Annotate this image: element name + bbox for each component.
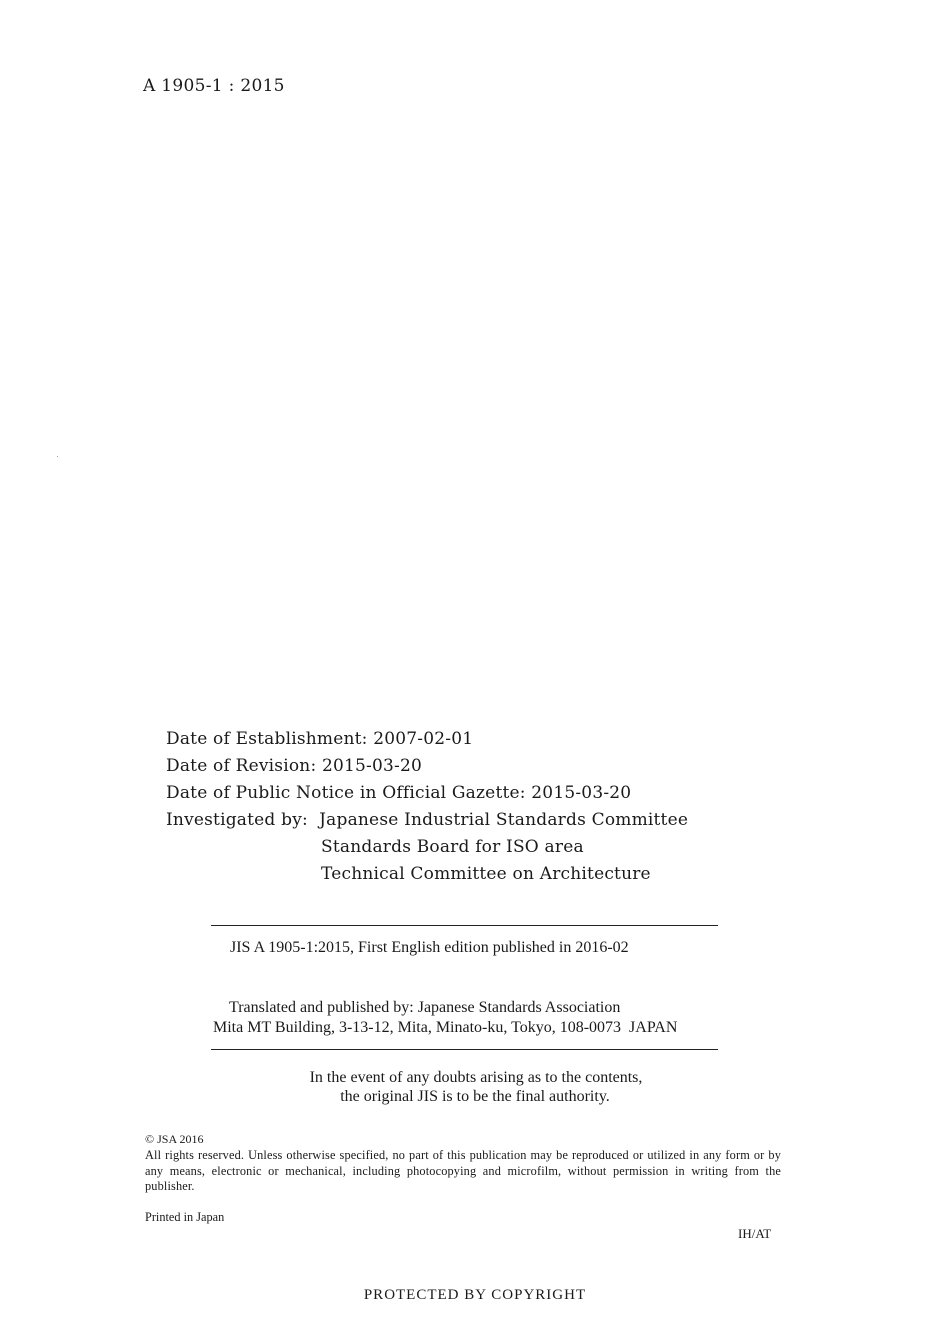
copyright-holder: © JSA 2016 xyxy=(145,1132,204,1146)
publisher-line: Translated and published by: Japanese Standards Association xyxy=(229,999,621,1016)
rights-statement: All rights reserved. Unless otherwise specified, no part of this publication may be reproduced or utilized in any form or by any means, electronic or mechanical, including photocopying and microfilm, without permission in writing from the publisher. xyxy=(145,1148,781,1193)
top-rule xyxy=(211,925,718,926)
technical-committee: Technical Committee on Architecture xyxy=(321,864,651,884)
translator-code: IH/AT xyxy=(738,1226,772,1241)
date-of-revision: Date of Revision: 2015-03-20 xyxy=(166,756,422,776)
publisher-address: Mita MT Building, 3-13-12, Mita, Minato-ku, Tokyo, 108-0073 JAPAN xyxy=(213,1019,678,1036)
printed-in: Printed in Japan xyxy=(145,1210,225,1224)
copyright-footer: PROTECTED BY COPYRIGHT xyxy=(363,1287,587,1303)
investigated-by: Investigated by: Japanese Industrial Standards Committee xyxy=(166,810,689,830)
standards-board: Standards Board for ISO area xyxy=(321,837,584,857)
date-of-public-notice: Date of Public Notice in Official Gazette: 2015-03-20 xyxy=(166,783,632,803)
document-code: A 1905-1 : 2015 xyxy=(143,76,285,96)
edition-statement: JIS A 1905-1:2015, First English edition published in 2016-02 xyxy=(230,939,629,956)
authority-note-line1: In the event of any doubts arising as to the contents, xyxy=(309,1069,643,1086)
authority-note-line2: the original JIS is to be the final authority. xyxy=(340,1088,610,1105)
bottom-rule xyxy=(211,1049,718,1050)
scan-speck xyxy=(57,456,58,457)
date-of-establishment: Date of Establishment: 2007-02-01 xyxy=(166,729,474,749)
